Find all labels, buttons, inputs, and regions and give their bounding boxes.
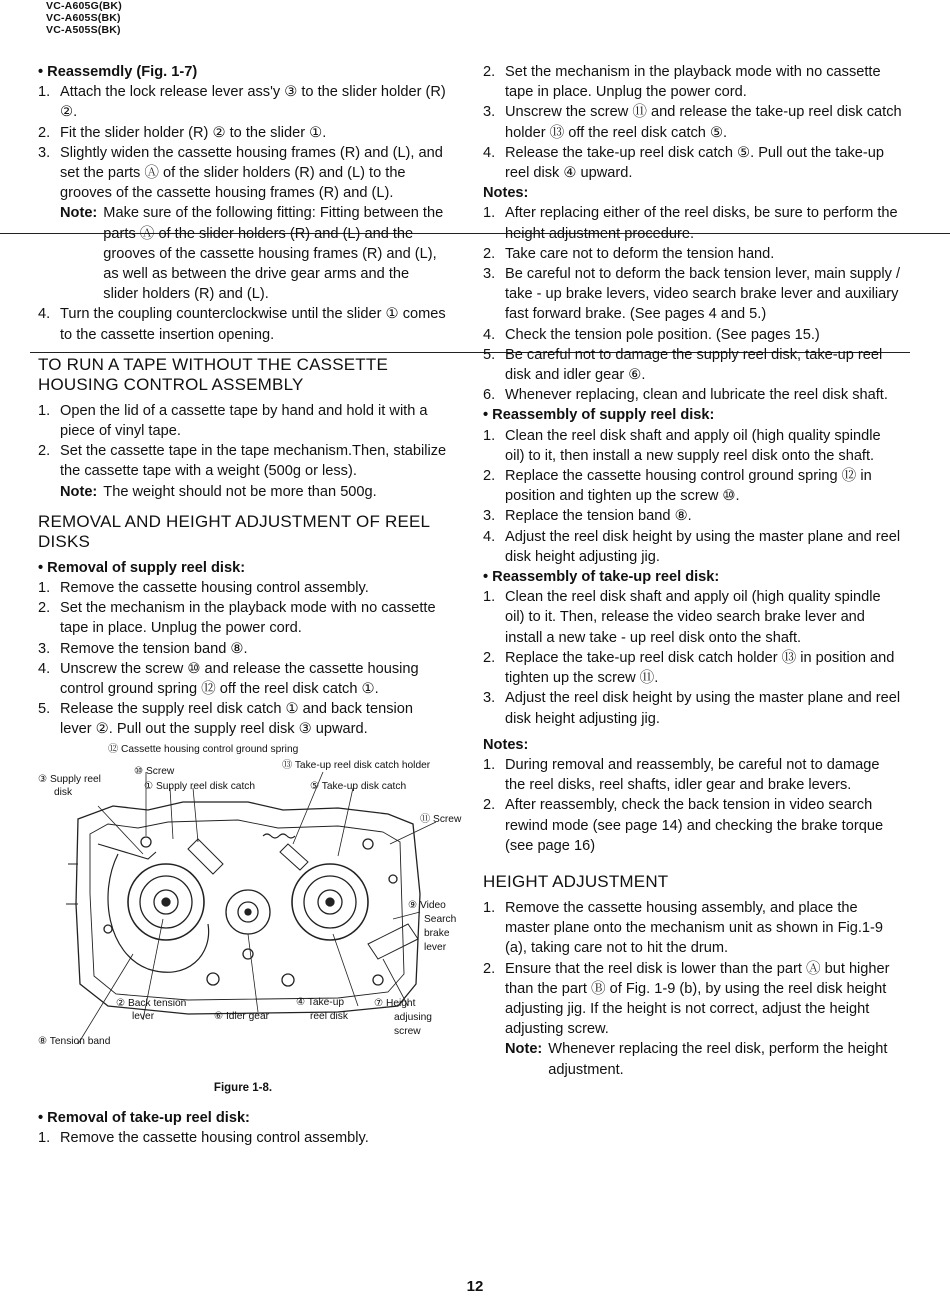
list-item: 3. Slightly widen the cassette housing frames (R) and (L), and set the parts Ⓐ of the slider holders (R) and (L) to the grooves of the cassette housing frames (R) and (L).: [38, 144, 443, 202]
list-item: 4. Release the take-up reel disk catch ⑤. Pull out the take-up reel disk ④ upward.: [483, 144, 884, 182]
list-item: 1. Remove the cassette housing control assembly.: [38, 580, 369, 597]
model-code-2: VC-A605S(BK): [46, 12, 121, 24]
list-item: 2. Take care not to deform the tension hand.: [483, 245, 775, 262]
list-item: 3. Remove the tension band ⑧.: [38, 640, 248, 657]
list-item: 4. Unscrew the screw ⑩ and release the cassette housing control ground spring ⑫ off the reel disk catch ①.: [38, 660, 419, 698]
supply-reassembly-title: • Reassembly of supply reel disk:: [483, 407, 715, 424]
list-item: 4. Check the tension pole position. (See pages 15.): [483, 326, 820, 343]
heading-run-tape: TO RUN A TAPE WITHOUT THE CASSETTE HOUSING CONTROL ASSEMBLY: [38, 354, 389, 394]
notes-title: Notes:: [483, 185, 529, 202]
label-vs-d: lever: [424, 941, 447, 953]
list-item: 2. Set the mechanism in the playback mode with no cassette tape in place. Unplug the power cord.: [38, 600, 436, 637]
list-item: 1. Attach the lock release lever ass'y ③ to the slider holder (R) ②.: [38, 84, 446, 121]
list-item: 2. After reassembly, check the back tension in video search rewind mode (see page 14) and checking the brake torque (see page 16): [483, 797, 884, 854]
label-vs-a: ⑨ Video: [408, 899, 446, 911]
list-item: 2. Ensure that the reel disk is lower than the part Ⓐ but higher than the part Ⓑ of Fig. 1-9 (b), by using the reel disk height adjusting jig. If the height is not correct, adjust the height adjusting screw.: [483, 960, 890, 1038]
note-weight: Note: The weight should not be more than 500g.: [60, 483, 377, 500]
label-idler: ⑥ Idler gear: [214, 1010, 270, 1022]
label-tension-band: ⑧ Tension band: [38, 1035, 111, 1047]
label-screw-11: ⑪ Screw: [420, 813, 462, 825]
label-takeup-catch: ⑤ Take-up disk catch: [310, 780, 407, 792]
model-code-1: VC-A605G(BK): [46, 0, 122, 12]
label-back-tension-a: ② Back tension: [116, 997, 187, 1009]
figure-1-8: [38, 744, 483, 1074]
list-item: 2. Fit the slider holder (R) ② to the slider ①.: [38, 124, 327, 141]
heading-height: HEIGHT ADJUSTMENT: [483, 871, 669, 891]
list-item: 1. Remove the cassette housing assembly, and place the master plane onto the mechanism unit as shown in Fig.1-9 (a), taking care not to hit the drum.: [483, 899, 884, 957]
note-height: Note: Whenever replacing the reel disk, perform the height adjustment.: [505, 1041, 888, 1078]
label-takeup-a: ④ Take-up: [296, 996, 345, 1008]
label-back-tension-b: lever: [132, 1010, 155, 1022]
figure-caption: Figure 1-8.: [213, 1081, 273, 1094]
model-code-3: VC-A505S(BK): [46, 24, 121, 36]
list-item: 1. Clean the reel disk shaft and apply oil (high quality spindle oil) to it, then install a new supply reel disk onto the shaft.: [483, 427, 881, 464]
label-height-a: ⑦ Height: [374, 997, 416, 1009]
list-item: 1. Remove the cassette housing control assembly.: [38, 1130, 369, 1147]
list-item: 2. Set the cassette tape in the tape mechanism.Then, stabilize the cassette tape with a weight (500g or less).: [38, 443, 447, 480]
model-codes: [46, 0, 122, 36]
label-takeup-b: reel disk: [310, 1010, 348, 1022]
takeup-reassembly-title: • Reassembly of take-up reel disk:: [483, 569, 720, 586]
label-vs-b: Search: [424, 913, 457, 925]
list-item: 6. Whenever replacing, clean and lubricate the reel disk shaft.: [483, 387, 888, 404]
reassembly-title: • Reassemdly (Fig. 1-7): [38, 64, 198, 80]
list-item: 3. Unscrew the screw ⑪ and release the take-up reel disk catch holder ⑬ off the reel disk catch ⑤.: [483, 104, 902, 141]
list-item: 5. Be careful not to damage the supply reel disk, take-up reel disk and idler gear ⑥.: [483, 346, 883, 384]
supply-removal-title: • Removal of supply reel disk:: [38, 559, 246, 576]
list-item: 1. Clean the reel disk shaft and apply oil (high quality spindle oil) to it. Then, release the video search brake lever and install a new take - up reel disk onto the shaft.: [483, 589, 881, 646]
list-item: 1. After replacing either of the reel disks, be sure to perform the height adjustment procedure.: [483, 205, 898, 242]
list-item: 3. Replace the tension band ⑧.: [483, 508, 692, 525]
left-column: [38, 62, 462, 1148]
label-supply-catch: ① Supply reel disk catch: [144, 780, 256, 792]
list-item: 4. Adjust the reel disk height by using the master plane and reel disk height adjusting jig.: [483, 528, 901, 565]
list-item: 1. During removal and reassembly, be careful not to damage the reel disks, reel shafts, idler gear and brake levers.: [483, 756, 880, 794]
list-item: 5. Release the supply reel disk catch ① and back tension lever ②. Pull out the supply reel disk ③ upward.: [38, 701, 413, 738]
label-height-c: screw: [394, 1025, 421, 1037]
note-fitting: Note: Make sure of the following fitting: Fitting between the parts Ⓐ of the slider holders (R) and (L) and the grooves of the cassette housing frames (R) and (L), as well as between the drive gear arms and the slider holders (R) and (L).: [60, 205, 444, 303]
page-number: 12: [466, 1278, 484, 1295]
label-height-b: adjusing: [394, 1011, 432, 1023]
label-screw-10: ⑩ Screw: [134, 765, 175, 777]
notes2-title: Notes:: [483, 736, 529, 753]
takeup-removal-title: • Removal of take-up reel disk:: [38, 1109, 250, 1126]
label-catch-holder: ⑬ Take-up reel disk catch holder: [282, 759, 431, 771]
list-item: 4. Turn the coupling counterclockwise until the slider ① comes to the cassette insertion opening.: [38, 306, 446, 343]
list-item: 2. Set the mechanism in the playback mode with no cassette tape in place. Unplug the power cord.: [483, 64, 881, 101]
label-supply-reel-b: disk: [54, 786, 73, 798]
list-item: 3. Be careful not to deform the back tension lever, main supply / take - up brake levers, video search brake lever and auxiliary fast forward brake. (See pages 4 and 5.): [483, 266, 901, 323]
list-item: 2. Replace the take-up reel disk catch holder ⑬ in position and tighten up the screw ⑪.: [483, 649, 895, 687]
list-item: 2. Replace the cassette housing control ground spring ⑫ in position and tighten up the screw ⑩.: [483, 468, 872, 505]
label-vs-c: brake: [424, 927, 450, 939]
list-item: 1. Open the lid of a cassette tape by hand and hold it with a piece of vinyl tape.: [38, 402, 428, 440]
list-item: 3. Adjust the reel disk height by using the master plane and reel disk height adjusting jig.: [483, 690, 901, 727]
right-column: [483, 62, 903, 1080]
heading-removal: REMOVAL AND HEIGHT ADJUSTMENT OF REEL DISKS: [38, 511, 430, 551]
label-supply-reel-a: ③ Supply reel: [38, 773, 101, 785]
label-spring: ⑫ Cassette housing control ground spring: [108, 743, 299, 755]
